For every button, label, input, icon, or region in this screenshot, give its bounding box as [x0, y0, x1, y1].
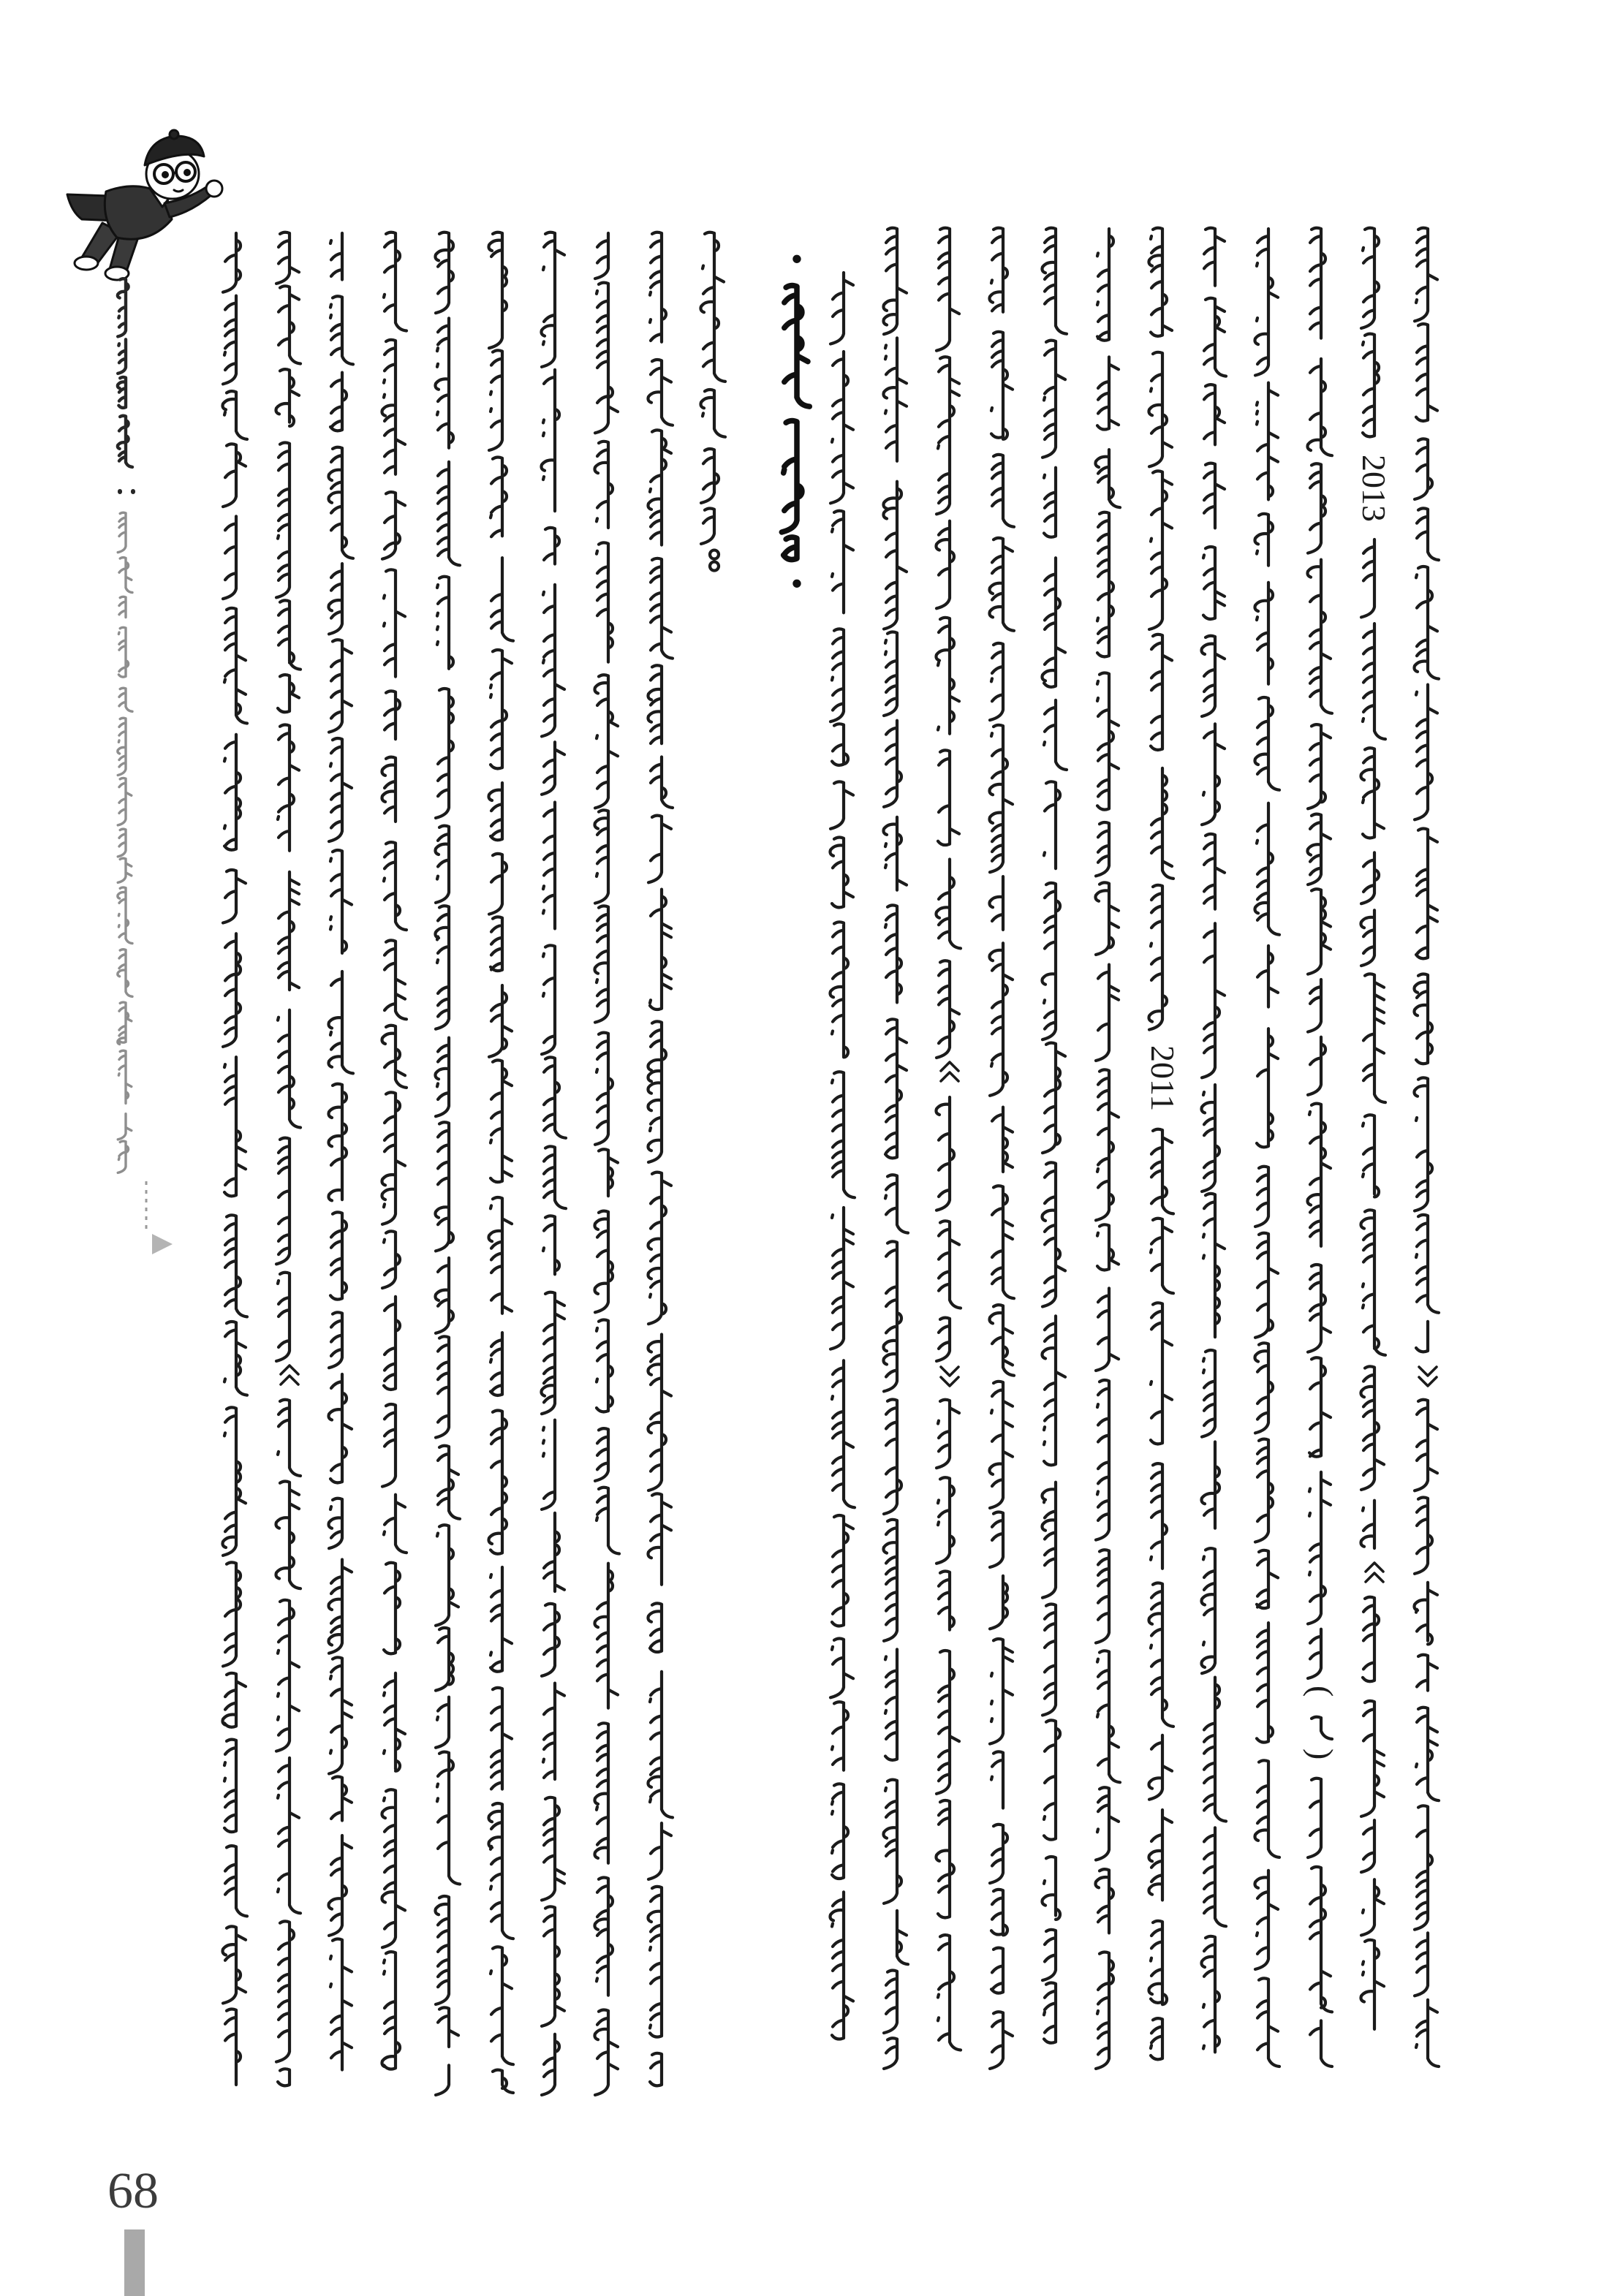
page-number: 68: [107, 2163, 159, 2219]
inline-paren-open: (: [1303, 1686, 1340, 1697]
heading-bullet-end: •: [791, 566, 803, 600]
heading-bullet-start: •: [791, 241, 803, 276]
inline-year-2011: 2011: [1144, 1045, 1181, 1112]
inline-paren-close: ): [1303, 1748, 1340, 1760]
inline-year-2013: 2013: [1355, 455, 1393, 522]
page-edge-bar: [124, 2229, 145, 2296]
